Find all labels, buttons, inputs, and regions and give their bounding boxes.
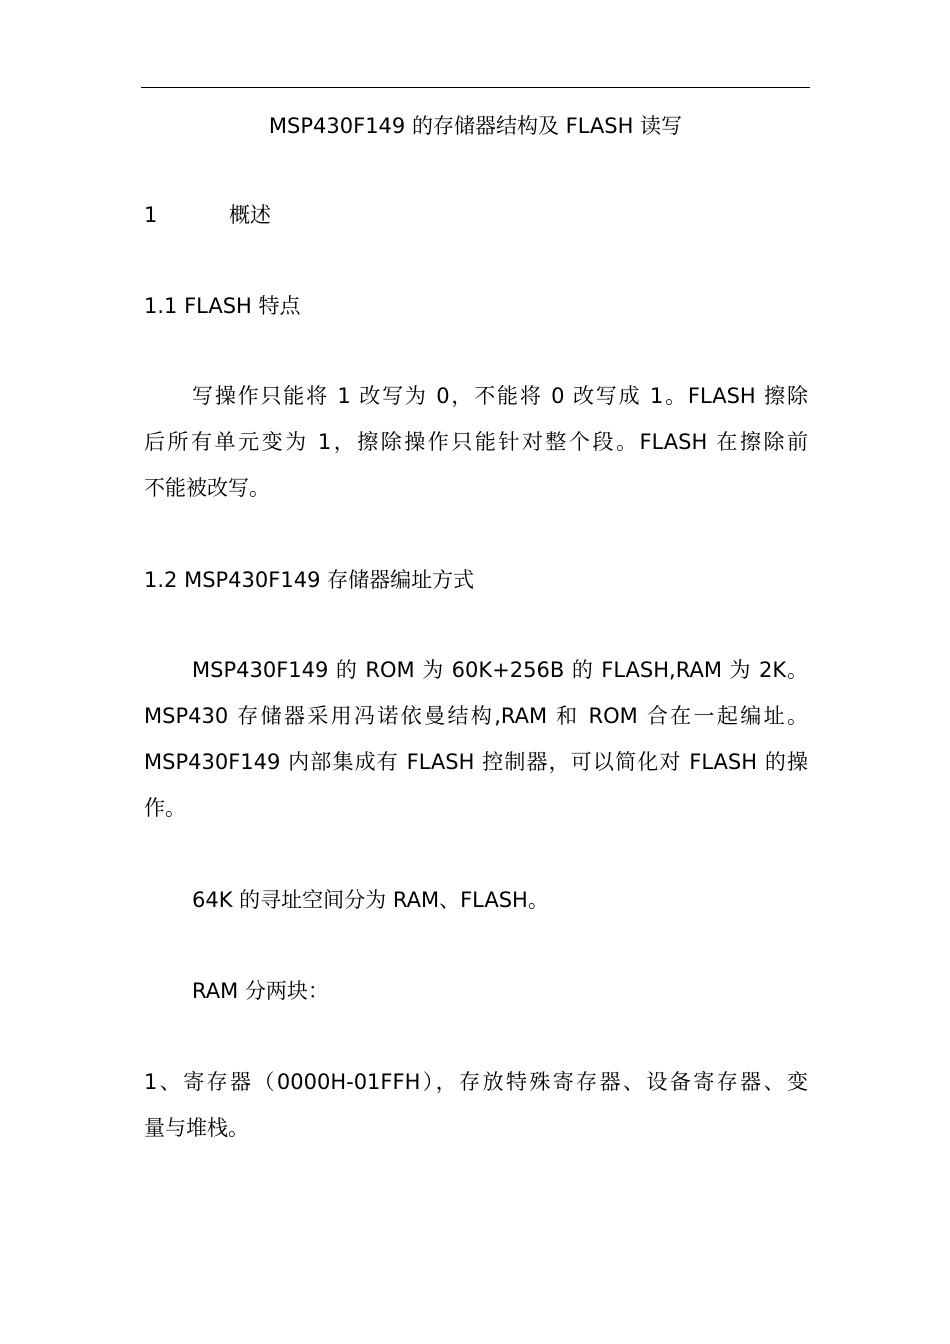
- section-1-title: 概述: [229, 203, 271, 227]
- paragraph-line: 量与堆栈。: [144, 1116, 249, 1140]
- addressing-paragraph: [144, 647, 808, 831]
- section-1-number: 1: [144, 203, 158, 227]
- ram-block-1-paragraph: [144, 1059, 808, 1151]
- section-1-1-heading: 1.1 FLASH 特点: [144, 294, 301, 318]
- paragraph-line: 64K 的寻址空间分为 RAM、FLASH。: [192, 888, 549, 912]
- header-rule: [141, 87, 810, 88]
- paragraph-line: 1、寄存器（0000H-01FFH），存放特殊寄存器、设备寄存器、变: [144, 1070, 808, 1094]
- section-1-2-heading: 1.2 MSP430F149 存储器编址方式: [144, 568, 475, 592]
- section-1-heading: [144, 201, 271, 229]
- flash-features-paragraph: [144, 373, 808, 511]
- document-title: MSP430F149 的存储器结构及 FLASH 读写: [268, 114, 683, 138]
- paragraph-line: MSP430 存储器采用冯诺依曼结构,RAM 和 ROM 合在一起编址。: [144, 704, 808, 728]
- paragraph-line: 不能被改写。: [144, 476, 270, 500]
- paragraph-line: MSP430F149 内部集成有 FLASH 控制器，可以简化对 FLASH 的操: [144, 750, 808, 774]
- paragraph-line: RAM 分两块：: [192, 979, 329, 1003]
- ram-blocks-intro: [144, 968, 808, 1014]
- paragraph-line: MSP430F149 的 ROM 为 60K+256B 的 FLASH,RAM 为 2K。: [192, 658, 808, 682]
- address-space-paragraph: [144, 877, 808, 923]
- paragraph-line: 作。: [144, 796, 186, 820]
- paragraph-line: 后所有单元变为 1，擦除操作只能针对整个段。FLASH 在擦除前: [144, 430, 808, 454]
- paragraph-line: 写操作只能将 1 改写为 0，不能将 0 改写成 1。FLASH 擦除: [192, 384, 808, 408]
